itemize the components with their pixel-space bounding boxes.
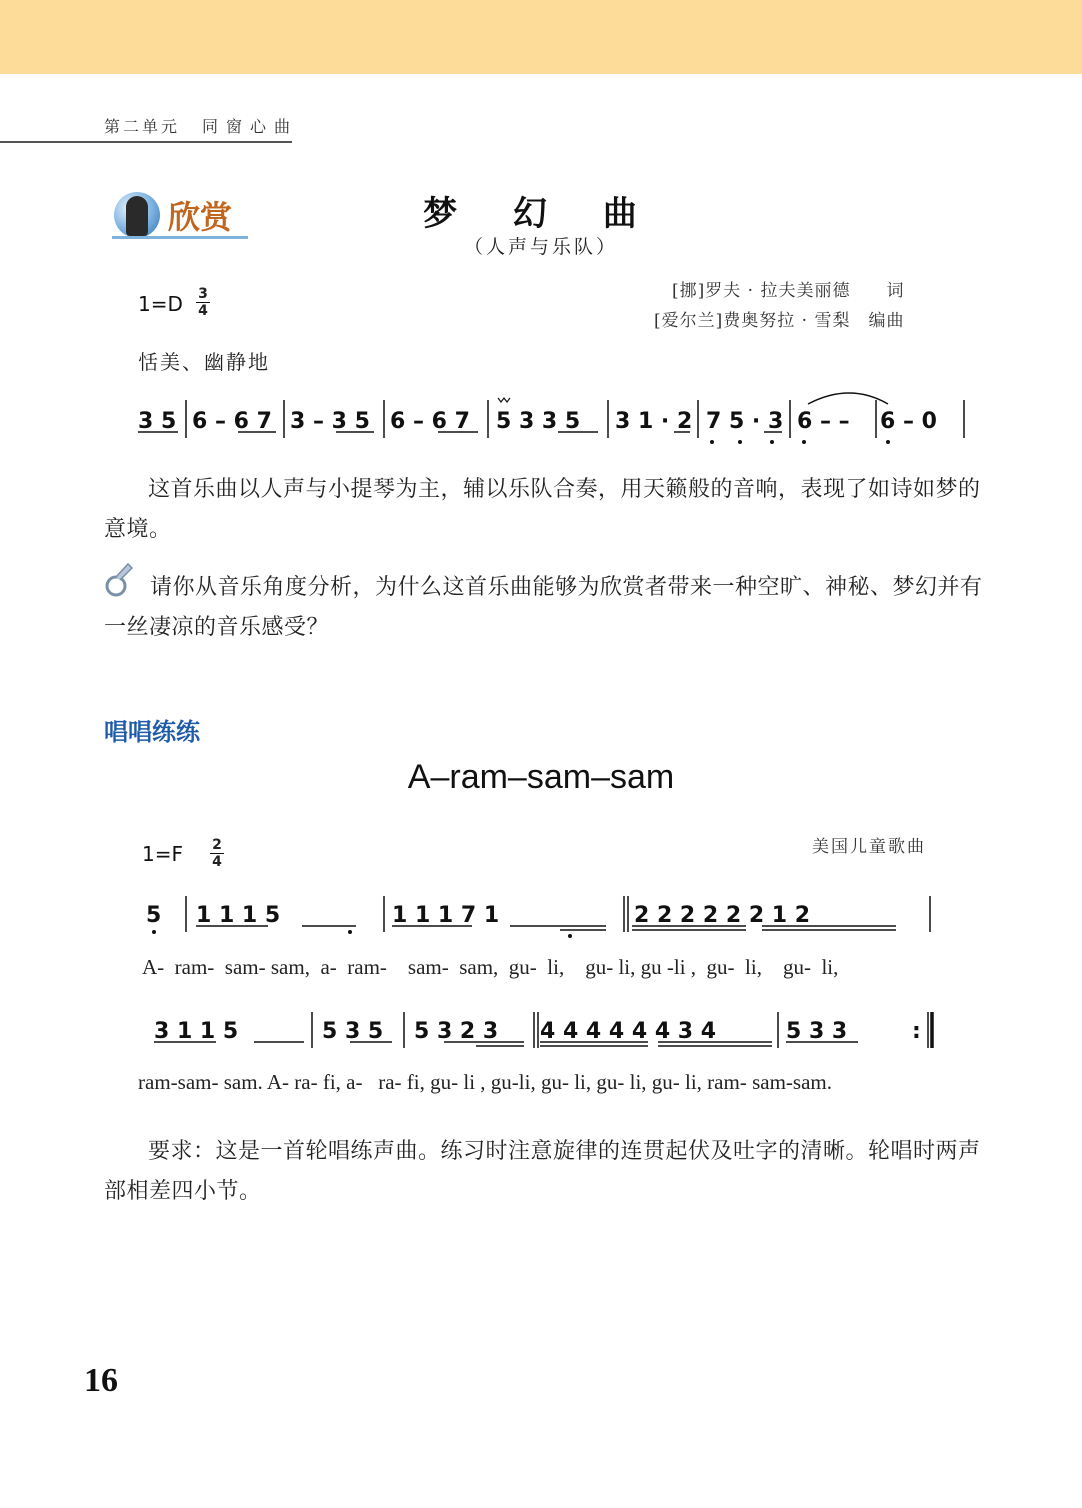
unit-title: 同窗心曲 [202, 117, 299, 136]
svg-text:6 – 0: 6 – 0 [880, 409, 937, 434]
time-bottom: 4 [198, 303, 208, 319]
page-number: 16 [84, 1362, 118, 1399]
time-top: 2 [212, 837, 222, 853]
svg-text:4 4 4 4 4 4 3 4: 4 4 4 4 4 4 3 4 [540, 1019, 717, 1044]
requirement-paragraph: 要求：这是一首轮唱练声曲。练习时注意旋律的连贯起伏及吐字的清晰。轮唱时两声部相差四小节。 [104, 1139, 981, 1204]
svg-text:5 3 3: 5 3 3 [786, 1019, 848, 1044]
svg-text:3 – 3 5: 3 – 3 5 [290, 409, 370, 434]
svg-text:2 2 2 2 2 2 1 2: 2 2 2 2 2 2 1 2 [634, 903, 811, 928]
svg-text:6 – 6 7: 6 – 6 7 [390, 409, 470, 434]
svg-text:3 1 · 2: 3 1 · 2 [615, 409, 693, 434]
piece1-title: 梦 幻 曲 [423, 194, 659, 234]
piece2-title: A–ram–sam–sam [407, 758, 675, 796]
svg-text:1 1 1 7 1: 1 1 1 7 1 [392, 903, 500, 928]
svg-text:3 5: 3 5 [138, 409, 177, 434]
svg-text:5 3 2 3: 5 3 2 3 [414, 1019, 499, 1044]
svg-text:7 5 · 3: 7 5 · 3 [706, 409, 784, 434]
question-paragraph: 请你从音乐角度分析，为什么这首乐曲能够为欣赏者带来一种空旷、神秘、梦幻并有一丝凄凉的音乐感受？ [104, 575, 983, 640]
description-paragraph: 这首乐曲以人声与小提琴为主，辅以乐队合奏，用天籁般的音响，表现了如诗如梦的意境。 [104, 477, 981, 542]
svg-text::: : [912, 1019, 921, 1044]
svg-text:1 1 1 5: 1 1 1 5 [196, 903, 281, 928]
section-heading: 唱唱练练 [104, 718, 200, 746]
svg-text:5 3 5: 5 3 5 [322, 1019, 384, 1044]
svg-text:3 1 1 5: 3 1 1 5 [154, 1019, 239, 1044]
svg-text:5 3 3 5: 5 3 3 5 [496, 409, 581, 434]
lyricist-credit: [挪]罗夫 · 拉夫美丽德 词 [672, 281, 905, 301]
unit-label: 第二单元 [104, 117, 181, 136]
badge-label: 欣赏 [168, 198, 233, 236]
piece2-key: 1=F [142, 842, 183, 866]
piece1-key: 1=D [138, 292, 183, 316]
piece1-subtitle: （人声与乐队） [463, 236, 618, 258]
svg-text:5: 5 [146, 903, 162, 928]
song-origin: 美国儿童歌曲 [812, 837, 926, 857]
lyrics-line-1: A- ram- sam- sam, a- ram- sam- sam, gu- li, gu- li, gu -li , gu- li, gu- li, [142, 955, 839, 979]
svg-text:6 – –: 6 – – [797, 409, 850, 434]
svg-text:6 – 6 7: 6 – 6 7 [192, 409, 272, 434]
tempo-marking: 恬美、幽静地 [138, 350, 270, 374]
time-top: 3 [198, 286, 208, 302]
arranger-credit: [爱尔兰]费奥努拉 · 雪梨 编曲 [654, 311, 905, 331]
time-bottom: 4 [212, 854, 222, 870]
lyrics-line-2: ram-sam- sam. A- ra- fi, a- ra- fi, gu- li , gu-li, gu- li, gu- li, gu- li, ram- sam-sam. [138, 1070, 832, 1094]
